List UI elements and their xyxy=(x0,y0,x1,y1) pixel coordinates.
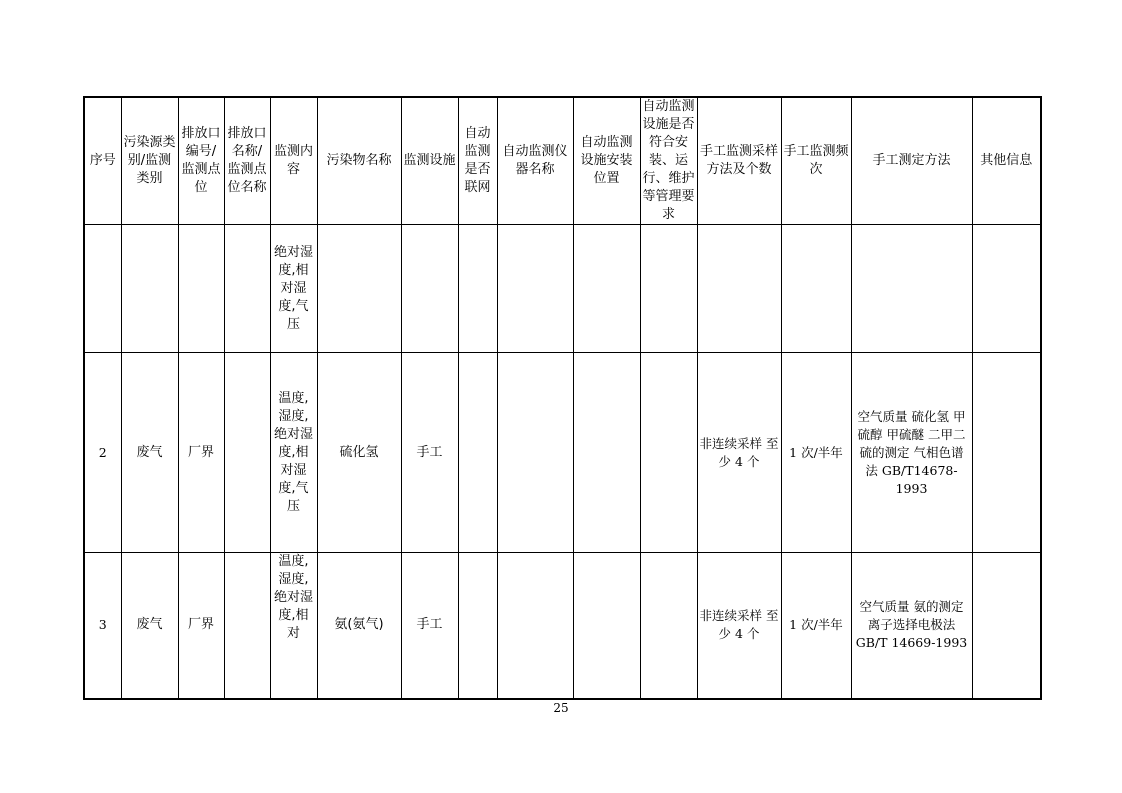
header-cell: 监测设施 xyxy=(401,97,458,225)
table-cell xyxy=(84,225,121,353)
table-cell: 废气 xyxy=(121,553,178,699)
header-cell: 手工监测频次 xyxy=(781,97,851,225)
table-cell xyxy=(224,225,270,353)
header-cell: 手工测定方法 xyxy=(851,97,972,225)
header-cell: 排放口名称/监测点位名称 xyxy=(224,97,270,225)
table-cell xyxy=(497,225,573,353)
header-cell: 其他信息 xyxy=(972,97,1041,225)
table-cell: 绝对湿度,相对湿度,气压 xyxy=(270,225,317,353)
table-cell xyxy=(224,553,270,699)
table-cell: 手工 xyxy=(401,353,458,553)
table-cell xyxy=(781,225,851,353)
table-cell: 空气质量 硫化氢 甲硫醇 甲硫醚 二甲二硫的测定 气相色谱法 GB/T14678-1993 xyxy=(851,353,972,553)
table-cell xyxy=(573,553,640,699)
header-cell: 序号 xyxy=(84,97,121,225)
table-cell xyxy=(458,225,497,353)
table-cell xyxy=(972,225,1041,353)
table-cell: 非连续采样 至少 4 个 xyxy=(697,353,781,553)
table-cell: 氨(氨气) xyxy=(317,553,401,699)
table-cell: 废气 xyxy=(121,353,178,553)
table-cell: 1 次/半年 xyxy=(781,353,851,553)
table-cell xyxy=(640,225,697,353)
table-row xyxy=(84,225,1041,353)
table-cell xyxy=(972,553,1041,699)
table-cell: 空气质量 氨的测定 离子选择电极法 GB/T 14669-1993 xyxy=(851,553,972,699)
table-cell: 温度,湿度,绝对湿度,相对 xyxy=(270,553,317,699)
header-cell: 污染物名称 xyxy=(317,97,401,225)
header-row xyxy=(84,97,1041,225)
table-cell xyxy=(851,225,972,353)
table-cell xyxy=(573,225,640,353)
header-cell: 污染源类别/监测类别 xyxy=(121,97,178,225)
table-cell xyxy=(497,353,573,553)
table-cell xyxy=(573,353,640,553)
table-cell: 非连续采样 至少 4 个 xyxy=(697,553,781,699)
table-cell xyxy=(178,225,224,353)
header-cell: 自动监测设施安装位置 xyxy=(573,97,640,225)
table-cell xyxy=(640,553,697,699)
table-cell: 1 次/半年 xyxy=(781,553,851,699)
header-cell: 手工监测采样方法及个数 xyxy=(697,97,781,225)
table-cell: 厂界 xyxy=(178,553,224,699)
table-cell xyxy=(224,353,270,553)
table-cell: 厂界 xyxy=(178,353,224,553)
table-cell: 硫化氢 xyxy=(317,353,401,553)
header-cell: 排放口编号/监测点位 xyxy=(178,97,224,225)
header-cell: 自动监测设施是否符合安装、运行、维护等管理要求 xyxy=(640,97,697,225)
table-cell: 3 xyxy=(84,553,121,699)
table-row xyxy=(84,353,1041,553)
table-row xyxy=(84,553,1041,699)
header-cell: 自动监测是否联网 xyxy=(458,97,497,225)
page-number: 25 xyxy=(553,701,569,715)
table-cell xyxy=(458,553,497,699)
table-cell: 手工 xyxy=(401,553,458,699)
table-cell xyxy=(458,353,497,553)
table-cell xyxy=(972,353,1041,553)
table-cell xyxy=(697,225,781,353)
table-cell xyxy=(401,225,458,353)
monitoring-table xyxy=(83,96,1042,700)
table-cell xyxy=(497,553,573,699)
header-cell: 自动监测仪器名称 xyxy=(497,97,573,225)
table-cell: 温度,湿度,绝对湿度,相对湿度,气压 xyxy=(270,353,317,553)
table-cell xyxy=(640,353,697,553)
table-cell xyxy=(121,225,178,353)
table-cell xyxy=(317,225,401,353)
header-cell: 监测内容 xyxy=(270,97,317,225)
table-cell: 2 xyxy=(84,353,121,553)
